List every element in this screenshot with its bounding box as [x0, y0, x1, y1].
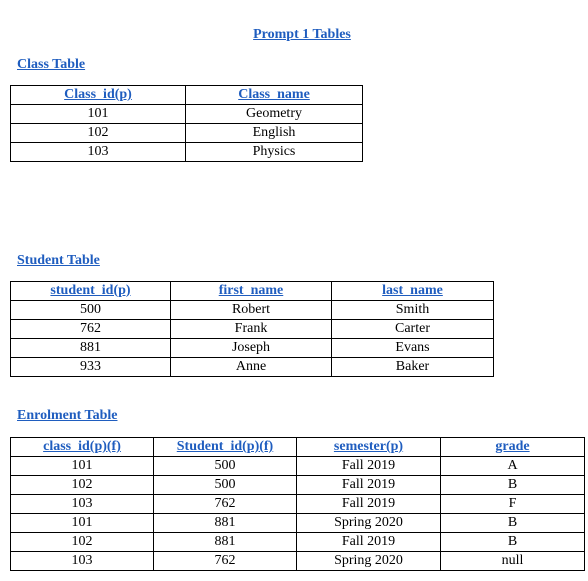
column-header: student_id(p) [11, 282, 171, 301]
table-cell: 762 [154, 552, 297, 571]
table-cell: Geometry [186, 105, 363, 124]
table-cell: 881 [154, 514, 297, 533]
table-cell: 102 [11, 533, 154, 552]
table-cell: B [441, 476, 585, 495]
table-cell: F [441, 495, 585, 514]
table-cell: B [441, 514, 585, 533]
student-table-title: Student Table [17, 253, 100, 268]
table-header-row [11, 282, 494, 301]
table-cell: 500 [154, 457, 297, 476]
table-row [11, 533, 585, 552]
table-cell: B [441, 533, 585, 552]
table-cell: 102 [11, 124, 186, 143]
table-cell: Carter [332, 320, 494, 339]
table-cell: Physics [186, 143, 363, 162]
enrolment-table [10, 437, 585, 571]
table-row [11, 514, 585, 533]
column-header: class_id(p)(f) [11, 438, 154, 457]
column-header: grade [441, 438, 585, 457]
column-header: Class_name [186, 86, 363, 105]
table-row [11, 143, 363, 162]
table-cell: 101 [11, 457, 154, 476]
table-cell: null [441, 552, 585, 571]
class-table-title: Class Table [17, 57, 86, 72]
table-row [11, 476, 585, 495]
table-cell: Evans [332, 339, 494, 358]
enrolment-table-title: Enrolment Table [17, 408, 118, 423]
table-cell: 933 [11, 358, 171, 377]
table-cell: Joseph [171, 339, 332, 358]
table-row [11, 457, 585, 476]
table-cell: A [441, 457, 585, 476]
table-cell: 500 [154, 476, 297, 495]
table-cell: 762 [154, 495, 297, 514]
table-row [11, 105, 363, 124]
class-table [10, 85, 363, 162]
table-cell: English [186, 124, 363, 143]
table-row [11, 301, 494, 320]
column-header: last_name [332, 282, 494, 301]
table-row [11, 124, 363, 143]
table-cell: 102 [11, 476, 154, 495]
table-row [11, 552, 585, 571]
table-cell: Frank [171, 320, 332, 339]
table-cell: 103 [11, 552, 154, 571]
table-cell: Fall 2019 [297, 457, 441, 476]
table-row [11, 358, 494, 377]
table-header-row [11, 86, 363, 105]
column-header: semester(p) [297, 438, 441, 457]
table-cell: Robert [171, 301, 332, 320]
table-cell: 881 [154, 533, 297, 552]
table-cell: Baker [332, 358, 494, 377]
table-cell: Fall 2019 [297, 533, 441, 552]
table-cell: Spring 2020 [297, 514, 441, 533]
table-cell: Spring 2020 [297, 552, 441, 571]
table-cell: 762 [11, 320, 171, 339]
table-row [11, 495, 585, 514]
table-cell: 101 [11, 514, 154, 533]
table-cell: Fall 2019 [297, 476, 441, 495]
table-cell: 101 [11, 105, 186, 124]
table-row [11, 339, 494, 358]
column-header: Student_id(p)(f) [154, 438, 297, 457]
column-header: Class_id(p) [11, 86, 186, 105]
page-title: Prompt 1 Tables [253, 27, 351, 42]
table-row [11, 320, 494, 339]
table-cell: 103 [11, 143, 186, 162]
table-cell: Smith [332, 301, 494, 320]
table-cell: Fall 2019 [297, 495, 441, 514]
table-header-row [11, 438, 585, 457]
table-cell: 103 [11, 495, 154, 514]
student-table [10, 281, 494, 377]
table-cell: Anne [171, 358, 332, 377]
column-header: first_name [171, 282, 332, 301]
table-cell: 500 [11, 301, 171, 320]
table-cell: 881 [11, 339, 171, 358]
